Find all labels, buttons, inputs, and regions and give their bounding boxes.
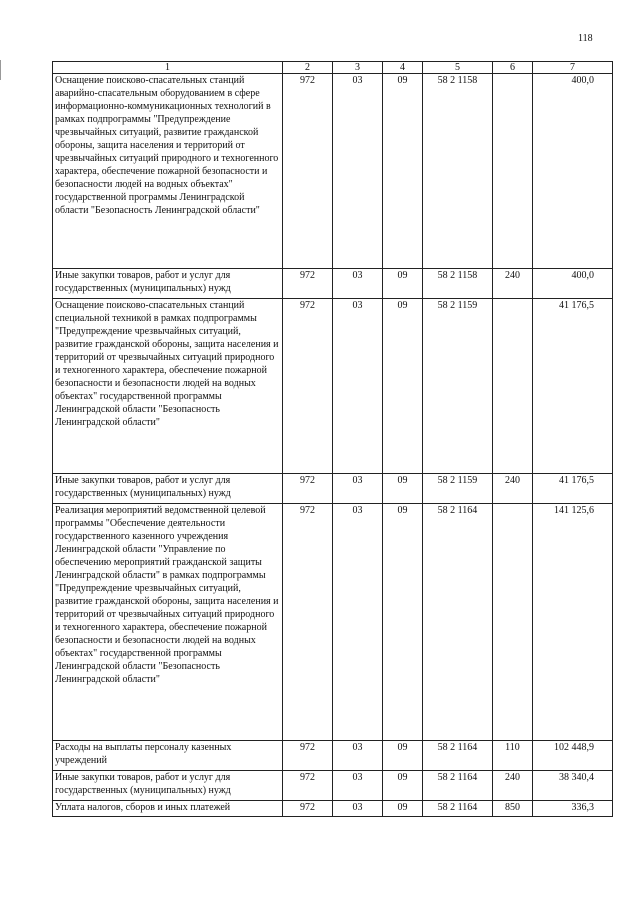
row-subsection: 09: [383, 474, 423, 504]
row-expense-type: 110: [493, 741, 533, 771]
row-amount: 41 176,5: [533, 474, 613, 504]
header-cell: 6: [493, 62, 533, 74]
row-section: 03: [333, 801, 383, 817]
row-section: 03: [333, 474, 383, 504]
row-target-article: 58 2 1159: [423, 474, 493, 504]
table-row: [53, 474, 613, 504]
row-amount: 400,0: [533, 74, 613, 269]
row-name: Иные закупки товаров, работ и услуг для государственных (муниципальных) нужд: [53, 474, 283, 504]
header-cell: 2: [283, 62, 333, 74]
table-row: [53, 801, 613, 817]
row-name: Реализация мероприятий ведомственной целевой программы "Обеспечение деятельности государственного казенного учреждения Ленинградской области "Управление по обеспечению мероприятий гражданской защиты Ленинградской области" в рамках подпрограммы "Предупреждение чрезвычайных ситуаций, развитие гражданской обороны, защита населения и территорий от чрезвычайных ситуаций природного и техногенного характера, обеспечение пожарной безопасности и безопасности людей на водных объектах" государственной программы Ленинградской области "Безопасность Ленинградской области": [53, 504, 283, 741]
row-grbs: 972: [283, 299, 333, 474]
row-target-article: 58 2 1158: [423, 269, 493, 299]
row-amount: 336,3: [533, 801, 613, 817]
table-row: [53, 74, 613, 269]
row-subsection: 09: [383, 504, 423, 741]
row-section: 03: [333, 504, 383, 741]
row-subsection: 09: [383, 741, 423, 771]
header-cell: 5: [423, 62, 493, 74]
row-amount: 400,0: [533, 269, 613, 299]
table-row: [53, 269, 613, 299]
row-grbs: 972: [283, 771, 333, 801]
row-target-article: 58 2 1159: [423, 299, 493, 474]
row-expense-type: [493, 504, 533, 741]
row-subsection: 09: [383, 771, 423, 801]
row-amount: 141 125,6: [533, 504, 613, 741]
row-name: Оснащение поисково-спасательных станций специальной техникой в рамках подпрограммы "Предупреждение чрезвычайных ситуаций, развитие гражданской обороны, защита населения и территорий от чрезвычайных ситуаций природного и техногенного характера, обеспечение пожарной безопасности и безопасности людей на водных объектах" государственной программы Ленинградской области "Безопасность Ленинградской области": [53, 299, 283, 474]
row-target-article: 58 2 1164: [423, 801, 493, 817]
row-target-article: 58 2 1164: [423, 771, 493, 801]
row-section: 03: [333, 269, 383, 299]
table-row: [53, 741, 613, 771]
row-grbs: 972: [283, 801, 333, 817]
row-name: Оснащение поисково-спасательных станций аварийно-спасательным оборудованием в сфере информационно-коммуникационных технологий в рамках подпрограммы "Предупреждение чрезвычайных ситуаций, развитие гражданской обороны, защита населения и территорий от чрезвычайных ситуаций природного и техногенного характера, обеспечение пожарной безопасности и безопасности людей на водных объектах" государственной программы Ленинградской области "Безопасность Ленинградской области": [53, 74, 283, 269]
row-amount: 41 176,5: [533, 299, 613, 474]
row-section: 03: [333, 741, 383, 771]
row-subsection: 09: [383, 299, 423, 474]
row-subsection: 09: [383, 269, 423, 299]
row-grbs: 972: [283, 741, 333, 771]
row-expense-type: 240: [493, 269, 533, 299]
row-grbs: 972: [283, 269, 333, 299]
header-cell: 3: [333, 62, 383, 74]
row-section: 03: [333, 74, 383, 269]
table-row: [53, 504, 613, 741]
table-row: [53, 299, 613, 474]
header-cell: 7: [533, 62, 613, 74]
row-subsection: 09: [383, 801, 423, 817]
row-subsection: 09: [383, 74, 423, 269]
row-grbs: 972: [283, 504, 333, 741]
budget-table: [52, 61, 613, 817]
row-section: 03: [333, 771, 383, 801]
row-amount: 102 448,9: [533, 741, 613, 771]
row-target-article: 58 2 1164: [423, 504, 493, 741]
row-amount: 38 340,4: [533, 771, 613, 801]
row-expense-type: [493, 74, 533, 269]
table-row: [53, 771, 613, 801]
row-name: Иные закупки товаров, работ и услуг для государственных (муниципальных) нужд: [53, 771, 283, 801]
row-target-article: 58 2 1164: [423, 741, 493, 771]
header-row: [53, 62, 613, 74]
row-expense-type: 240: [493, 771, 533, 801]
margin-tick: [0, 60, 1, 80]
row-grbs: 972: [283, 474, 333, 504]
page-number: 118: [578, 33, 593, 44]
row-expense-type: 850: [493, 801, 533, 817]
row-expense-type: 240: [493, 474, 533, 504]
header-cell: 1: [53, 62, 283, 74]
row-section: 03: [333, 299, 383, 474]
header-cell: 4: [383, 62, 423, 74]
row-target-article: 58 2 1158: [423, 74, 493, 269]
row-name: Иные закупки товаров, работ и услуг для государственных (муниципальных) нужд: [53, 269, 283, 299]
row-name: Расходы на выплаты персоналу казенных учреждений: [53, 741, 283, 771]
row-expense-type: [493, 299, 533, 474]
row-grbs: 972: [283, 74, 333, 269]
row-name: Уплата налогов, сборов и иных платежей: [53, 801, 283, 817]
